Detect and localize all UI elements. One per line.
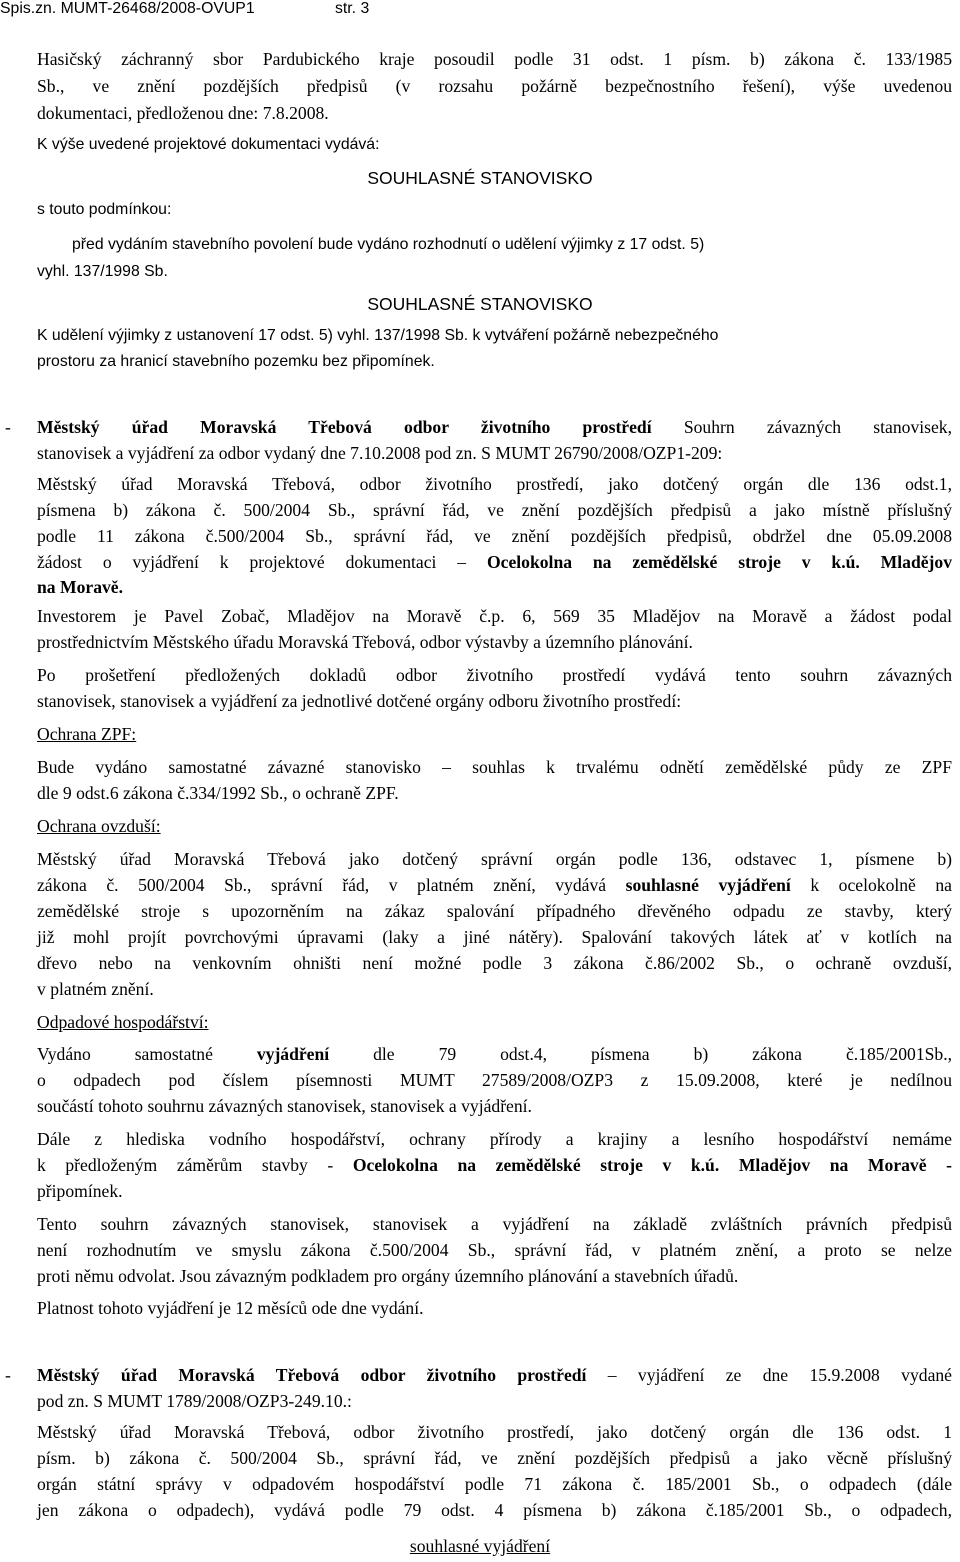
summary-line-2: není rozhodnutím ve smyslu zákona č.500/2004 Sb., správní řád, v platném znění, a proto se nelze — [37, 1240, 952, 1260]
air-heading-text: Ochrana ovzduší: — [37, 816, 161, 836]
s1-para1-line-5: na Moravě. — [37, 577, 123, 597]
s2-line-4: jen zákona o odpadech), vydává podle 79 odst. 4 písmena b) zákona č.185/2001 Sb., o odpadech, — [37, 1500, 952, 1520]
s1-para1-line-4 — [37, 551, 952, 573]
air-consent: souhlasné vyjádření — [625, 875, 791, 895]
section1-title-rest: Souhrn závazných stanovisek, — [683, 417, 952, 437]
section2-subtitle: pod zn. S MUMT 1789/2008/OZP3-249.10.: — [37, 1391, 352, 1411]
s1-para1-line-1: Městský úřad Moravská Třebová, odbor životního prostředí, jako dotčený orgán dle 136 odst.1, — [37, 474, 952, 494]
zpf-line-2: dle 9 odst.6 zákona č.334/1992 Sb., o ochraně ZPF. — [37, 783, 399, 803]
file-reference: Spis.zn. MUMT-26468/2008-OVUP1 — [0, 0, 255, 17]
s1-para1-line-2: písmena b) zákona č. 500/2004 Sb., správní řád, ve znění pozdějších předpisů a jako místně příslušný — [37, 500, 952, 520]
water-line-2 — [37, 1154, 952, 1176]
hzs-exception-line-1: K udělení výjimky z ustanovení 17 odst. 5) vyhl. 137/1998 Sb. k vytváření požárně nebezpečného — [37, 327, 719, 344]
hzs-condition-line-2: vyhl. 137/1998 Sb. — [37, 263, 168, 280]
waste-heading-text: Odpadové hospodářství: — [37, 1012, 209, 1032]
waste-line-1-start: Vydáno samostatné — [37, 1044, 213, 1064]
water-line-2-start: k předloženým záměrům stavby - — [37, 1155, 334, 1175]
hzs-condition-line-1: před vydáním stavebního povolení bude vydáno rozhodnutí o udělení výjimky z 17 odst. 5) — [72, 236, 705, 253]
air-line-2 — [37, 874, 952, 896]
s1-request-text: žádost o vyjádření k projektové dokumentaci – — [37, 552, 467, 572]
air-line-2-end: k ocelokolně na — [810, 875, 952, 895]
page-number: str. 3 — [335, 0, 370, 17]
air-line-3: zemědělské stroje s upozorněním na zákaz spalování případného dřevěného odpadu ze stavby, který — [37, 901, 952, 921]
waste-line-1 — [37, 1043, 952, 1065]
section2-title-rest: – vyjádření ze dne 15.9.2008 vydané — [607, 1365, 952, 1385]
closing-heading — [0, 1535, 960, 1557]
waste-heading — [37, 1011, 209, 1033]
s2-line-1: Městský úřad Moravská Třebová, odbor životního prostředí, jako dotčený orgán dle 136 odst. 1 — [37, 1422, 952, 1442]
hzs-line-3: dokumentaci, předloženou dne: 7.8.2008. — [37, 103, 329, 123]
waste-statement: vyjádření — [256, 1044, 330, 1064]
summary-line-3: proti němu odvolat. Jsou závazným podkladem pro orgány územního plánování a stavebních úřadů. — [37, 1266, 739, 1286]
hzs-line-2: Sb., ve znění pozdějších předpisů (v rozsahu požárně bezpečnostního řešení), výše uvedenou — [37, 76, 952, 96]
hzs-issue: K výše uvedené projektové dokumentaci vydává: — [37, 136, 380, 153]
zpf-heading-text: Ochrana ZPF: — [37, 724, 137, 744]
section2-authority: Městský úřad Moravská Třebová odbor životního prostředí — [37, 1365, 587, 1385]
hzs-line-1: Hasičský záchranný sbor Pardubického kraje posoudil podle 31 odst. 1 písm. b) zákona č. 133/1985 — [37, 49, 952, 69]
s2-line-2: písm. b) zákona č. 500/2004 Sb., správní řád, ve znění pozdějších předpisů a jako věcně příslušný — [37, 1448, 952, 1468]
summary-line-1: Tento souhrn závazných stanovisek, stanovisek a vyjádření na základě zvláštních právních předpisů — [37, 1214, 952, 1234]
waste-line-1-end: dle 79 odst.4, písmena b) zákona č.185/2001Sb., — [373, 1044, 952, 1064]
hzs-heading-1: SOUHLASNÉ STANOVISKO — [367, 168, 593, 188]
air-line-1: Městský úřad Moravská Třebová jako dotčený správní orgán podle 136, odstavec 1, písmene b) — [37, 849, 952, 869]
s1-para2-line-2: prostřednictvím Městského úřadu Moravská Třebová, odbor výstavby a územního plánování. — [37, 632, 693, 652]
s1-para3-line-2: stanovisek, stanovisek a vyjádření za jednotlivé dotčené orgány odboru životního prostředí: — [37, 691, 682, 711]
zpf-heading — [37, 723, 136, 745]
section1-title — [37, 416, 952, 438]
s1-para2-line-1: Investorem je Pavel Zobač, Mladějov na Moravě č.p. 6, 569 35 Mladějov na Moravě a žádost podal — [37, 606, 952, 626]
s1-project-name: Ocelokolna na zemědělské stroje v k.ú. Mladějov — [486, 552, 952, 572]
air-line-4: již mohl projít povrchovými úpravami (laky a jiné nátěry). Spalování takových látek ať v kotlích na — [37, 927, 952, 947]
s1-para3-line-1: Po prošetření předložených dokladů odbor životního prostředí vydává tento souhrn závazných — [37, 665, 952, 685]
list-dash-1: - — [5, 417, 11, 437]
closing-heading-text: souhlasné vyjádření — [409, 1536, 551, 1556]
air-heading — [37, 815, 161, 837]
air-line-6: v platném znění. — [37, 979, 154, 999]
water-line-3: připomínek. — [37, 1181, 123, 1201]
validity-note: Platnost tohoto vyjádření je 12 měsíců ode dne vydání. — [37, 1298, 424, 1318]
section1-authority: Městský úřad Moravská Třebová odbor životního prostředí — [37, 417, 652, 437]
s2-line-3: orgán státní správy v odpadovém hospodářství podle 71 zákona č. 185/2001 Sb., o odpadech (dále — [37, 1474, 952, 1494]
list-dash-2: - — [5, 1365, 11, 1385]
zpf-line-1: Bude vydáno samostatné závazné stanovisko – souhlas k trvalému odnětí zemědělské půdy ze ZPF — [37, 757, 952, 777]
waste-line-3: součástí tohoto souhrnu závazných stanovisek, stanovisek a vyjádření. — [37, 1096, 532, 1116]
section1-subtitle: stanovisek a vyjádření za odbor vydaný dne 7.10.2008 pod zn. S MUMT 26790/2008/OZP1-209: — [37, 443, 723, 463]
water-project-name: Ocelokolna na zemědělské stroje v k.ú. Mladějov na Moravě - — [352, 1155, 952, 1175]
waste-line-2: o odpadech pod číslem písemnosti MUMT 27589/2008/OZP3 z 15.09.2008, které je nedílnou — [37, 1070, 952, 1090]
s1-para1-line-3: podle 11 zákona č.500/2004 Sb., správní řád, ve znění pozdějších předpisů, obdržel dne 05.09.2008 — [37, 526, 952, 546]
water-line-1: Dále z hlediska vodního hospodářství, ochrany přírody a krajiny a lesního hospodářství nemáme — [37, 1129, 952, 1149]
hzs-condition-intro: s touto podmínkou: — [37, 201, 172, 218]
air-line-5: dřevo nebo na venkovním ohništi není možné podle 3 zákona č.86/2002 Sb., o ochraně ovzduší, — [37, 953, 952, 973]
section2-title — [37, 1364, 952, 1386]
hzs-heading-2: SOUHLASNÉ STANOVISKO — [367, 294, 593, 314]
air-line-2-start: zákona č. 500/2004 Sb., správní řád, v platném znění, vydává — [37, 875, 607, 895]
hzs-exception-line-2: prostoru za hranicí stavebního pozemku bez připomínek. — [37, 353, 435, 370]
